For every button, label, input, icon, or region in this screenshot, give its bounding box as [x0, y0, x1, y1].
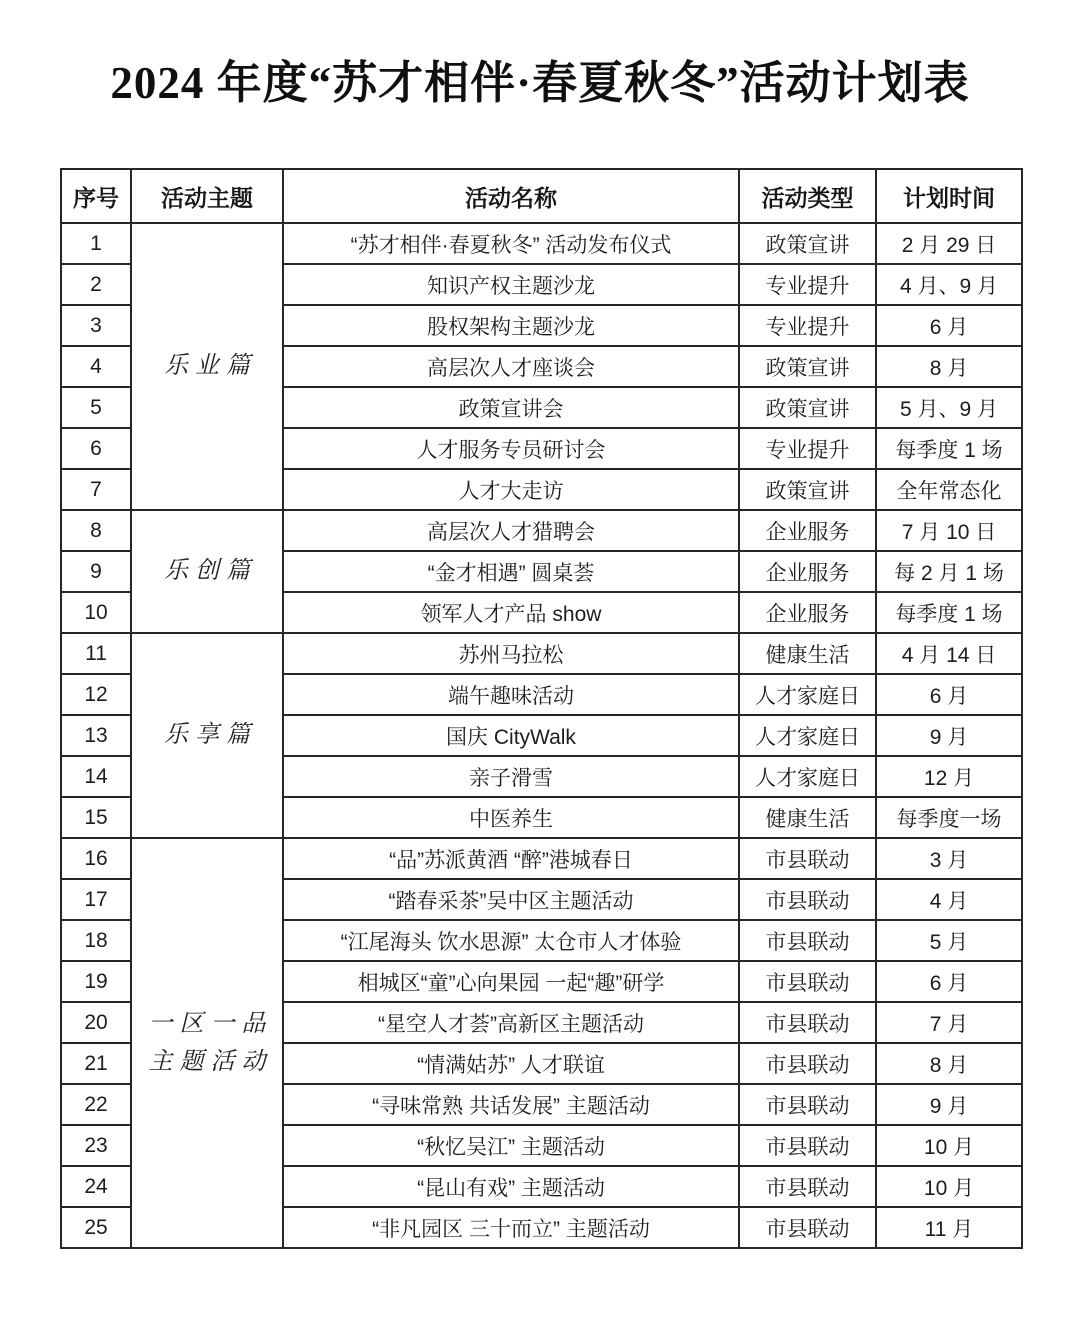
activity-name-cell: “星空人才荟”高新区主题活动 — [283, 1002, 739, 1043]
table-row — [61, 633, 1022, 674]
planned-time-cell: 8 月 — [876, 1043, 1022, 1084]
planned-time-cell: 每 2 月 1 场 — [876, 551, 1022, 592]
table-body — [61, 223, 1022, 1248]
theme-label-line: 乐享篇 — [164, 722, 257, 749]
activity-type-cell: 市县联动 — [739, 1043, 876, 1084]
activity-type-cell: 政策宣讲 — [739, 223, 876, 264]
column-header-planned-time: 计划时间 — [876, 169, 1022, 223]
activity-type-cell: 企业服务 — [739, 510, 876, 551]
theme-cell — [131, 633, 283, 838]
planned-time-cell: 3 月 — [876, 838, 1022, 879]
planned-time-cell: 7 月 — [876, 1002, 1022, 1043]
column-header-theme: 活动主题 — [131, 169, 283, 223]
row-number-cell: 18 — [61, 920, 131, 961]
planned-time-cell: 10 月 — [876, 1125, 1022, 1166]
row-number-cell: 10 — [61, 592, 131, 633]
activity-name-cell: 苏州马拉松 — [283, 633, 739, 674]
planned-time-cell: 10 月 — [876, 1166, 1022, 1207]
theme-cell — [131, 510, 283, 633]
theme-cell — [131, 223, 283, 510]
column-header-activity-type: 活动类型 — [739, 169, 876, 223]
activity-type-cell: 专业提升 — [739, 428, 876, 469]
activity-name-cell: 人才服务专员研讨会 — [283, 428, 739, 469]
planned-time-cell: 每季度 1 场 — [876, 428, 1022, 469]
row-number-cell: 25 — [61, 1207, 131, 1248]
theme-label-line: 乐创篇 — [164, 558, 257, 585]
row-number-cell: 7 — [61, 469, 131, 510]
planned-time-cell: 6 月 — [876, 674, 1022, 715]
theme-label-line: 乐业篇 — [164, 353, 257, 380]
table-row — [61, 223, 1022, 264]
row-number-cell: 2 — [61, 264, 131, 305]
activity-type-cell: 市县联动 — [739, 1084, 876, 1125]
table-row — [61, 838, 1022, 879]
activity-plan-table — [60, 168, 1023, 1249]
activity-type-cell: 市县联动 — [739, 1002, 876, 1043]
row-number-cell: 20 — [61, 1002, 131, 1043]
page-title: 2024 年度“苏才相伴·春夏秋冬”活动计划表 — [110, 58, 970, 108]
planned-time-cell: 每季度一场 — [876, 797, 1022, 838]
activity-name-cell: “江尾海头 饮水思源” 太仓市人才体验 — [283, 920, 739, 961]
theme-label-line: 主题活动 — [148, 1049, 273, 1075]
row-number-cell: 6 — [61, 428, 131, 469]
activity-name-cell: 高层次人才座谈会 — [283, 346, 739, 387]
activity-name-cell: “寻味常熟 共话发展” 主题活动 — [283, 1084, 739, 1125]
activity-name-cell: 相城区“童”心向果园 一起“趣”研学 — [283, 961, 739, 1002]
row-number-cell: 1 — [61, 223, 131, 264]
planned-time-cell: 12 月 — [876, 756, 1022, 797]
activity-type-cell: 政策宣讲 — [739, 387, 876, 428]
activity-name-cell: “秋忆吴江” 主题活动 — [283, 1125, 739, 1166]
row-number-cell: 12 — [61, 674, 131, 715]
activity-type-cell: 企业服务 — [739, 592, 876, 633]
table-row — [61, 510, 1022, 551]
planned-time-cell: 7 月 10 日 — [876, 510, 1022, 551]
row-number-cell: 16 — [61, 838, 131, 879]
activity-name-cell: 人才大走访 — [283, 469, 739, 510]
planned-time-cell: 6 月 — [876, 961, 1022, 1002]
planned-time-cell: 5 月 — [876, 920, 1022, 961]
planned-time-cell: 6 月 — [876, 305, 1022, 346]
row-number-cell: 9 — [61, 551, 131, 592]
activity-name-cell: 中医养生 — [283, 797, 739, 838]
column-header-activity-name: 活动名称 — [283, 169, 739, 223]
activity-type-cell: 健康生活 — [739, 633, 876, 674]
activity-type-cell: 人才家庭日 — [739, 756, 876, 797]
row-number-cell: 5 — [61, 387, 131, 428]
activity-name-cell: “踏春采茶”吴中区主题活动 — [283, 879, 739, 920]
row-number-cell: 13 — [61, 715, 131, 756]
activity-type-cell: 市县联动 — [739, 879, 876, 920]
row-number-cell: 4 — [61, 346, 131, 387]
activity-name-cell: “情满姑苏” 人才联谊 — [283, 1043, 739, 1084]
activity-name-cell: “苏才相伴·春夏秋冬” 活动发布仪式 — [283, 223, 739, 264]
row-number-cell: 14 — [61, 756, 131, 797]
activity-type-cell: 企业服务 — [739, 551, 876, 592]
planned-time-cell: 11 月 — [876, 1207, 1022, 1248]
activity-type-cell: 政策宣讲 — [739, 469, 876, 510]
row-number-cell: 8 — [61, 510, 131, 551]
activity-name-cell: 领军人才产品 show — [283, 592, 739, 633]
table-header — [61, 169, 1022, 223]
row-number-cell: 11 — [61, 633, 131, 674]
activity-name-cell: “品”苏派黄酒 “醉”港城春日 — [283, 838, 739, 879]
activity-name-cell: 政策宣讲会 — [283, 387, 739, 428]
row-number-cell: 22 — [61, 1084, 131, 1125]
activity-type-cell: 人才家庭日 — [739, 715, 876, 756]
activity-name-cell: 国庆 CityWalk — [283, 715, 739, 756]
planned-time-cell: 4 月、9 月 — [876, 264, 1022, 305]
planned-time-cell: 每季度 1 场 — [876, 592, 1022, 633]
row-number-cell: 15 — [61, 797, 131, 838]
activity-name-cell: “昆山有戏” 主题活动 — [283, 1166, 739, 1207]
activity-type-cell: 市县联动 — [739, 1207, 876, 1248]
planned-time-cell: 4 月 — [876, 879, 1022, 920]
activity-name-cell: 端午趣味活动 — [283, 674, 739, 715]
activity-type-cell: 政策宣讲 — [739, 346, 876, 387]
activity-name-cell: 高层次人才猎聘会 — [283, 510, 739, 551]
row-number-cell: 19 — [61, 961, 131, 1002]
planned-time-cell: 4 月 14 日 — [876, 633, 1022, 674]
activity-type-cell: 健康生活 — [739, 797, 876, 838]
theme-cell — [131, 838, 283, 1248]
planned-time-cell: 5 月、9 月 — [876, 387, 1022, 428]
activity-type-cell: 人才家庭日 — [739, 674, 876, 715]
activity-type-cell: 市县联动 — [739, 1125, 876, 1166]
planned-time-cell: 9 月 — [876, 715, 1022, 756]
planned-time-cell: 8 月 — [876, 346, 1022, 387]
activity-type-cell: 市县联动 — [739, 961, 876, 1002]
row-number-cell: 17 — [61, 879, 131, 920]
activity-name-cell: “金才相遇” 圆桌荟 — [283, 551, 739, 592]
planned-time-cell: 9 月 — [876, 1084, 1022, 1125]
planned-time-cell: 全年常态化 — [876, 469, 1022, 510]
row-number-cell: 3 — [61, 305, 131, 346]
activity-name-cell: 股权架构主题沙龙 — [283, 305, 739, 346]
activity-type-cell: 市县联动 — [739, 838, 876, 879]
activity-name-cell: “非凡园区 三十而立” 主题活动 — [283, 1207, 739, 1248]
activity-type-cell: 市县联动 — [739, 1166, 876, 1207]
activity-type-cell: 市县联动 — [739, 920, 876, 961]
activity-name-cell: 亲子滑雪 — [283, 756, 739, 797]
activity-type-cell: 专业提升 — [739, 305, 876, 346]
activity-name-cell: 知识产权主题沙龙 — [283, 264, 739, 305]
row-number-cell: 24 — [61, 1166, 131, 1207]
header-row — [61, 169, 1022, 223]
column-header-number: 序号 — [61, 169, 131, 223]
row-number-cell: 23 — [61, 1125, 131, 1166]
activity-type-cell: 专业提升 — [739, 264, 876, 305]
row-number-cell: 21 — [61, 1043, 131, 1084]
theme-label-line: 一区一品 — [148, 1010, 273, 1037]
planned-time-cell: 2 月 29 日 — [876, 223, 1022, 264]
